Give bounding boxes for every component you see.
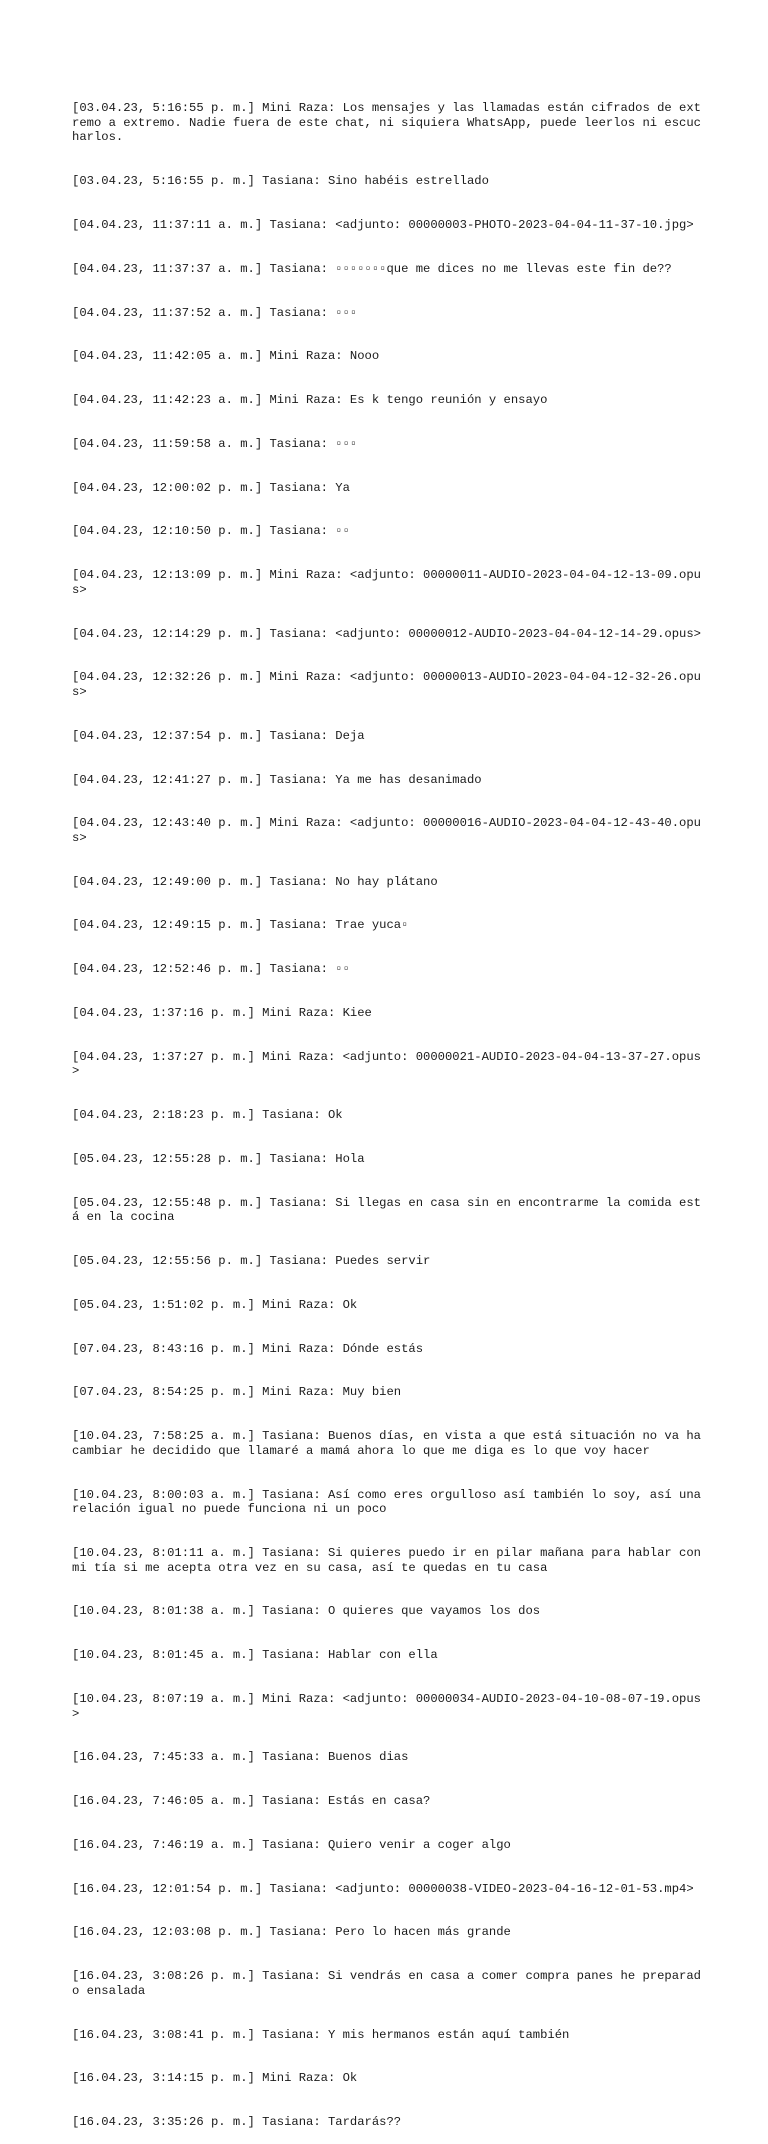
chat-line: [04.04.23, 11:42:05 a. m.] Mini Raza: Nooo — [72, 349, 380, 364]
chat-line: [04.04.23, 2:18:23 p. m.] Tasiana: Ok — [72, 1108, 343, 1123]
chat-line: [04.04.23, 12:41:27 p. m.] Tasiana: Ya me has desanimado — [72, 772, 482, 787]
chat-line: [10.04.23, 8:07:19 a. m.] Mini Raza: <adjunto: 00000034-AUDIO-2023-04-10-08-07-19.opus> — [72, 1691, 701, 1721]
chat-line: [03.04.23, 5:16:55 p. m.] Mini Raza: Los mensajes y las llamadas están cifrados de extremo a extremo. Nadie fuera de este chat, ni siquiera WhatsApp, puede leerlos ni escucharlos. — [72, 101, 701, 145]
chat-line: [05.04.23, 12:55:28 p. m.] Tasiana: Hola — [72, 1151, 365, 1166]
chat-line: [16.04.23, 7:45:33 a. m.] Tasiana: Buenos dias — [72, 1750, 409, 1765]
chat-line: [16.04.23, 12:01:54 p. m.] Tasiana: <adjunto: 00000038-VIDEO-2023-04-16-12-01-53.mp4> — [72, 1881, 694, 1896]
chat-line: [16.04.23, 3:08:41 p. m.] Tasiana: Y mis hermanos están aquí también — [72, 2027, 570, 2042]
chat-line: [10.04.23, 8:01:38 a. m.] Tasiana: O quieres que vayamos los dos — [72, 1604, 541, 1619]
chat-line: [04.04.23, 12:37:54 p. m.] Tasiana: Deja — [72, 728, 365, 743]
chat-line: [16.04.23, 3:35:26 p. m.] Tasiana: Tardarás?? — [72, 2115, 402, 2130]
chat-line: [04.04.23, 12:13:09 p. m.] Mini Raza: <adjunto: 00000011-AUDIO-2023-04-04-12-13-09.opus> — [72, 568, 701, 597]
chat-line: [04.04.23, 12:43:40 p. m.] Mini Raza: <adjunto: 00000016-AUDIO-2023-04-04-12-43-40.opus> — [72, 816, 701, 845]
chat-line: [16.04.23, 7:46:05 a. m.] Tasiana: Estás en casa? — [72, 1794, 431, 1809]
chat-line: [16.04.23, 7:46:19 a. m.] Tasiana: Quiero venir a coger algo — [72, 1837, 511, 1852]
chat-line: [07.04.23, 8:54:25 p. m.] Mini Raza: Muy bien — [72, 1385, 402, 1400]
chat-line: [16.04.23, 3:14:15 p. m.] Mini Raza: Ok — [72, 2071, 358, 2086]
chat-line: [04.04.23, 12:14:29 p. m.] Tasiana: <adjunto: 00000012-AUDIO-2023-04-04-12-14-29.opus> — [72, 626, 701, 641]
chat-line: [04.04.23, 1:37:16 p. m.] Mini Raza: Kiee — [72, 1006, 372, 1020]
chat-line: [04.04.23, 12:10:50 p. m.] Tasiana: ▫▫ — [72, 524, 350, 539]
chat-line: [04.04.23, 12:49:00 p. m.] Tasiana: No hay plátano — [72, 874, 438, 889]
chat-transcript — [72, 72, 709, 2144]
chat-line: [16.04.23, 12:03:08 p. m.] Tasiana: Pero lo hacen más grande — [72, 1925, 511, 1940]
chat-line: [04.04.23, 11:37:52 a. m.] Tasiana: ▫▫▫ — [72, 305, 358, 320]
chat-line: [04.04.23, 12:32:26 p. m.] Mini Raza: <adjunto: 00000013-AUDIO-2023-04-04-12-32-26.opus> — [72, 670, 701, 699]
chat-line: [03.04.23, 5:16:55 p. m.] Tasiana: Sino habéis estrellado — [72, 174, 489, 189]
chat-line: [04.04.23, 1:37:27 p. m.] Mini Raza: <adjunto: 00000021-AUDIO-2023-04-04-13-37-27.opus> — [72, 1049, 701, 1079]
chat-line: [04.04.23, 12:52:46 p. m.] Tasiana: ▫▫ — [72, 962, 350, 977]
chat-line: [05.04.23, 12:55:56 p. m.] Tasiana: Puedes servir — [72, 1254, 431, 1269]
chat-line: [04.04.23, 11:37:11 a. m.] Tasiana: <adjunto: 00000003-PHOTO-2023-04-04-11-37-10.jpg> — [72, 217, 694, 232]
chat-line: [16.04.23, 3:08:26 p. m.] Tasiana: Si vendrás en casa a comer compra panes he preparado ensalada — [72, 1969, 701, 1998]
chat-line: [07.04.23, 8:43:16 p. m.] Mini Raza: Dónde estás — [72, 1341, 424, 1356]
chat-line: [05.04.23, 12:55:48 p. m.] Tasiana: Si llegas en casa sin en encontrarme la comida está en la cocina — [72, 1195, 701, 1225]
chat-line: [04.04.23, 12:49:15 p. m.] Tasiana: Trae yuca▫ — [72, 918, 409, 933]
chat-line: [04.04.23, 11:59:58 a. m.] Tasiana: ▫▫▫ — [72, 436, 358, 451]
chat-line: [04.04.23, 11:42:23 a. m.] Mini Raza: Es k tengo reunión y ensayo — [72, 393, 548, 408]
chat-line: [10.04.23, 8:00:03 a. m.] Tasiana: Así como eres orgulloso así también lo soy, así una relación igual no puede funciona ni un poco — [72, 1487, 709, 1517]
chat-line: [05.04.23, 1:51:02 p. m.] Mini Raza: Ok — [72, 1297, 358, 1312]
chat-line: [10.04.23, 8:01:45 a. m.] Tasiana: Hablar con ella — [72, 1648, 438, 1663]
chat-line: [10.04.23, 8:01:11 a. m.] Tasiana: Si quieres puedo ir en pilar mañana para hablar con mi tía si me acepta otra vez en su casa, así te quedas en tu casa — [72, 1545, 709, 1575]
chat-line: [04.04.23, 11:37:37 a. m.] Tasiana: ▫▫▫▫▫▫▫que me dices no me llevas este fin de?? — [72, 261, 672, 276]
chat-line: [10.04.23, 7:58:25 a. m.] Tasiana: Buenos días, en vista a que está situación no va ha cambiar he decidido que llamaré a mamá ahora lo que me diga es lo que voy hacer — [72, 1429, 709, 1458]
chat-line: [04.04.23, 12:00:02 p. m.] Tasiana: Ya — [72, 480, 350, 495]
